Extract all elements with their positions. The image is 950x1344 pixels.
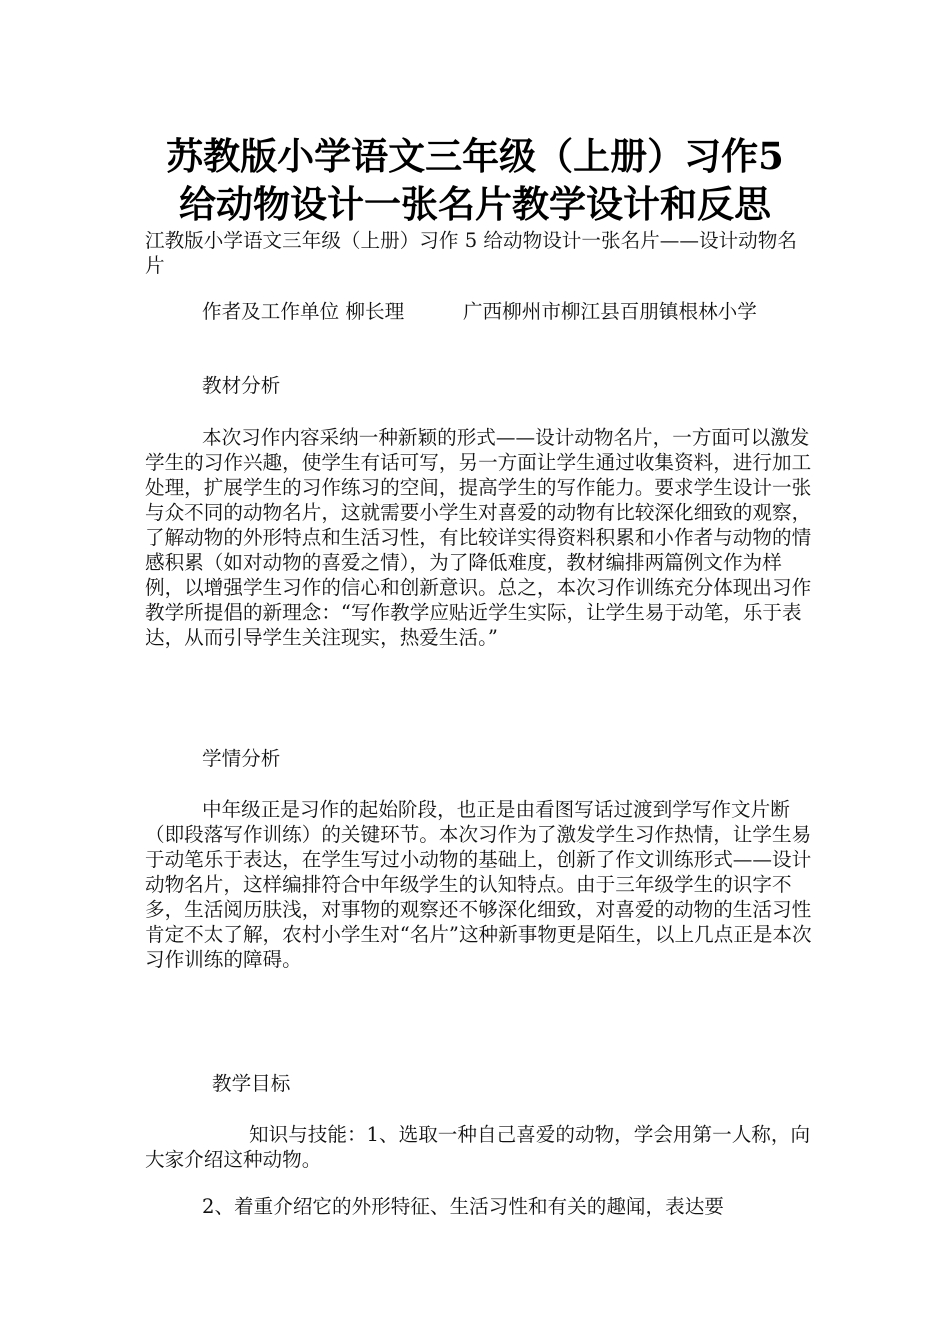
document-title-line-1: 苏教版小学语文三年级（上册）习作5 bbox=[166, 134, 784, 178]
goal-2-paragraph: 2、着重介绍它的外形特征、生活习性和有关的趣闻，表达要 bbox=[202, 1195, 724, 1218]
students-paragraph: 中年级正是习作的起始阶段，也正是由看图写话过渡到学写作文片断（即段落写作训练）的关键环节。本次习作为了激发学生习作热情，让学生易于动笔乐于表达，在学生写过小动物的基础上，创新了作文训练形式——设计动物名片，这样编排符合中年级学生的认知特点。由于三年级学生的识字不多，生活阅历肤浅，对事物的观察还不够深化细致，对喜爱的动物的生活习性肯定不太了解，农村小学生对“名片”这种新事物更是陌生，以上几点正是本次习作训练的障碍。 bbox=[145, 798, 812, 971]
goal-knowledge-paragraph: 知识与技能：1、选取一种自己喜爱的动物，学会用第一人称，向大家介绍这种动物。 bbox=[145, 1123, 811, 1171]
materials-paragraph: 本次习作内容采纳一种新颖的形式——设计动物名片，一方面可以激发学生的习作兴趣，使学生有话可写，另一方面让学生通过收集资料，进行加工处理，扩展学生的习作练习的空间，提高学生的写作能力。要求学生设计一张与众不同的动物名片，这就需要小学生对喜爱的动物有比较深化细致的观察，了解动物的外形特点和生活习性，有比较详实得资料积累和小作者与动物的情感积累（如对动物的喜爱之情），为了降低难度，教材编排两篇例文作为样例，以增强学生习作的信心和创新意识。总之，本次习作训练充分体现出习作教学所提倡的新理念：“写作教学应贴近学生实际，让学生易于动笔，乐于表达，从而引导学生关注现实，热爱生活。” bbox=[145, 426, 812, 649]
document-subtitle: 江教版小学语文三年级（上册）习作 5 给动物设计一张名片——设计动物名片 bbox=[145, 229, 797, 277]
section-heading-goals: 教学目标 bbox=[212, 1072, 291, 1095]
document-title-line-2: 给动物设计一张名片教学设计和反思 bbox=[179, 182, 771, 226]
section-heading-materials: 教材分析 bbox=[202, 374, 281, 397]
author-line: 作者及工作单位 柳长理 广西柳州市柳江县百朋镇根林小学 bbox=[202, 300, 757, 323]
section-heading-students: 学情分析 bbox=[202, 747, 281, 770]
